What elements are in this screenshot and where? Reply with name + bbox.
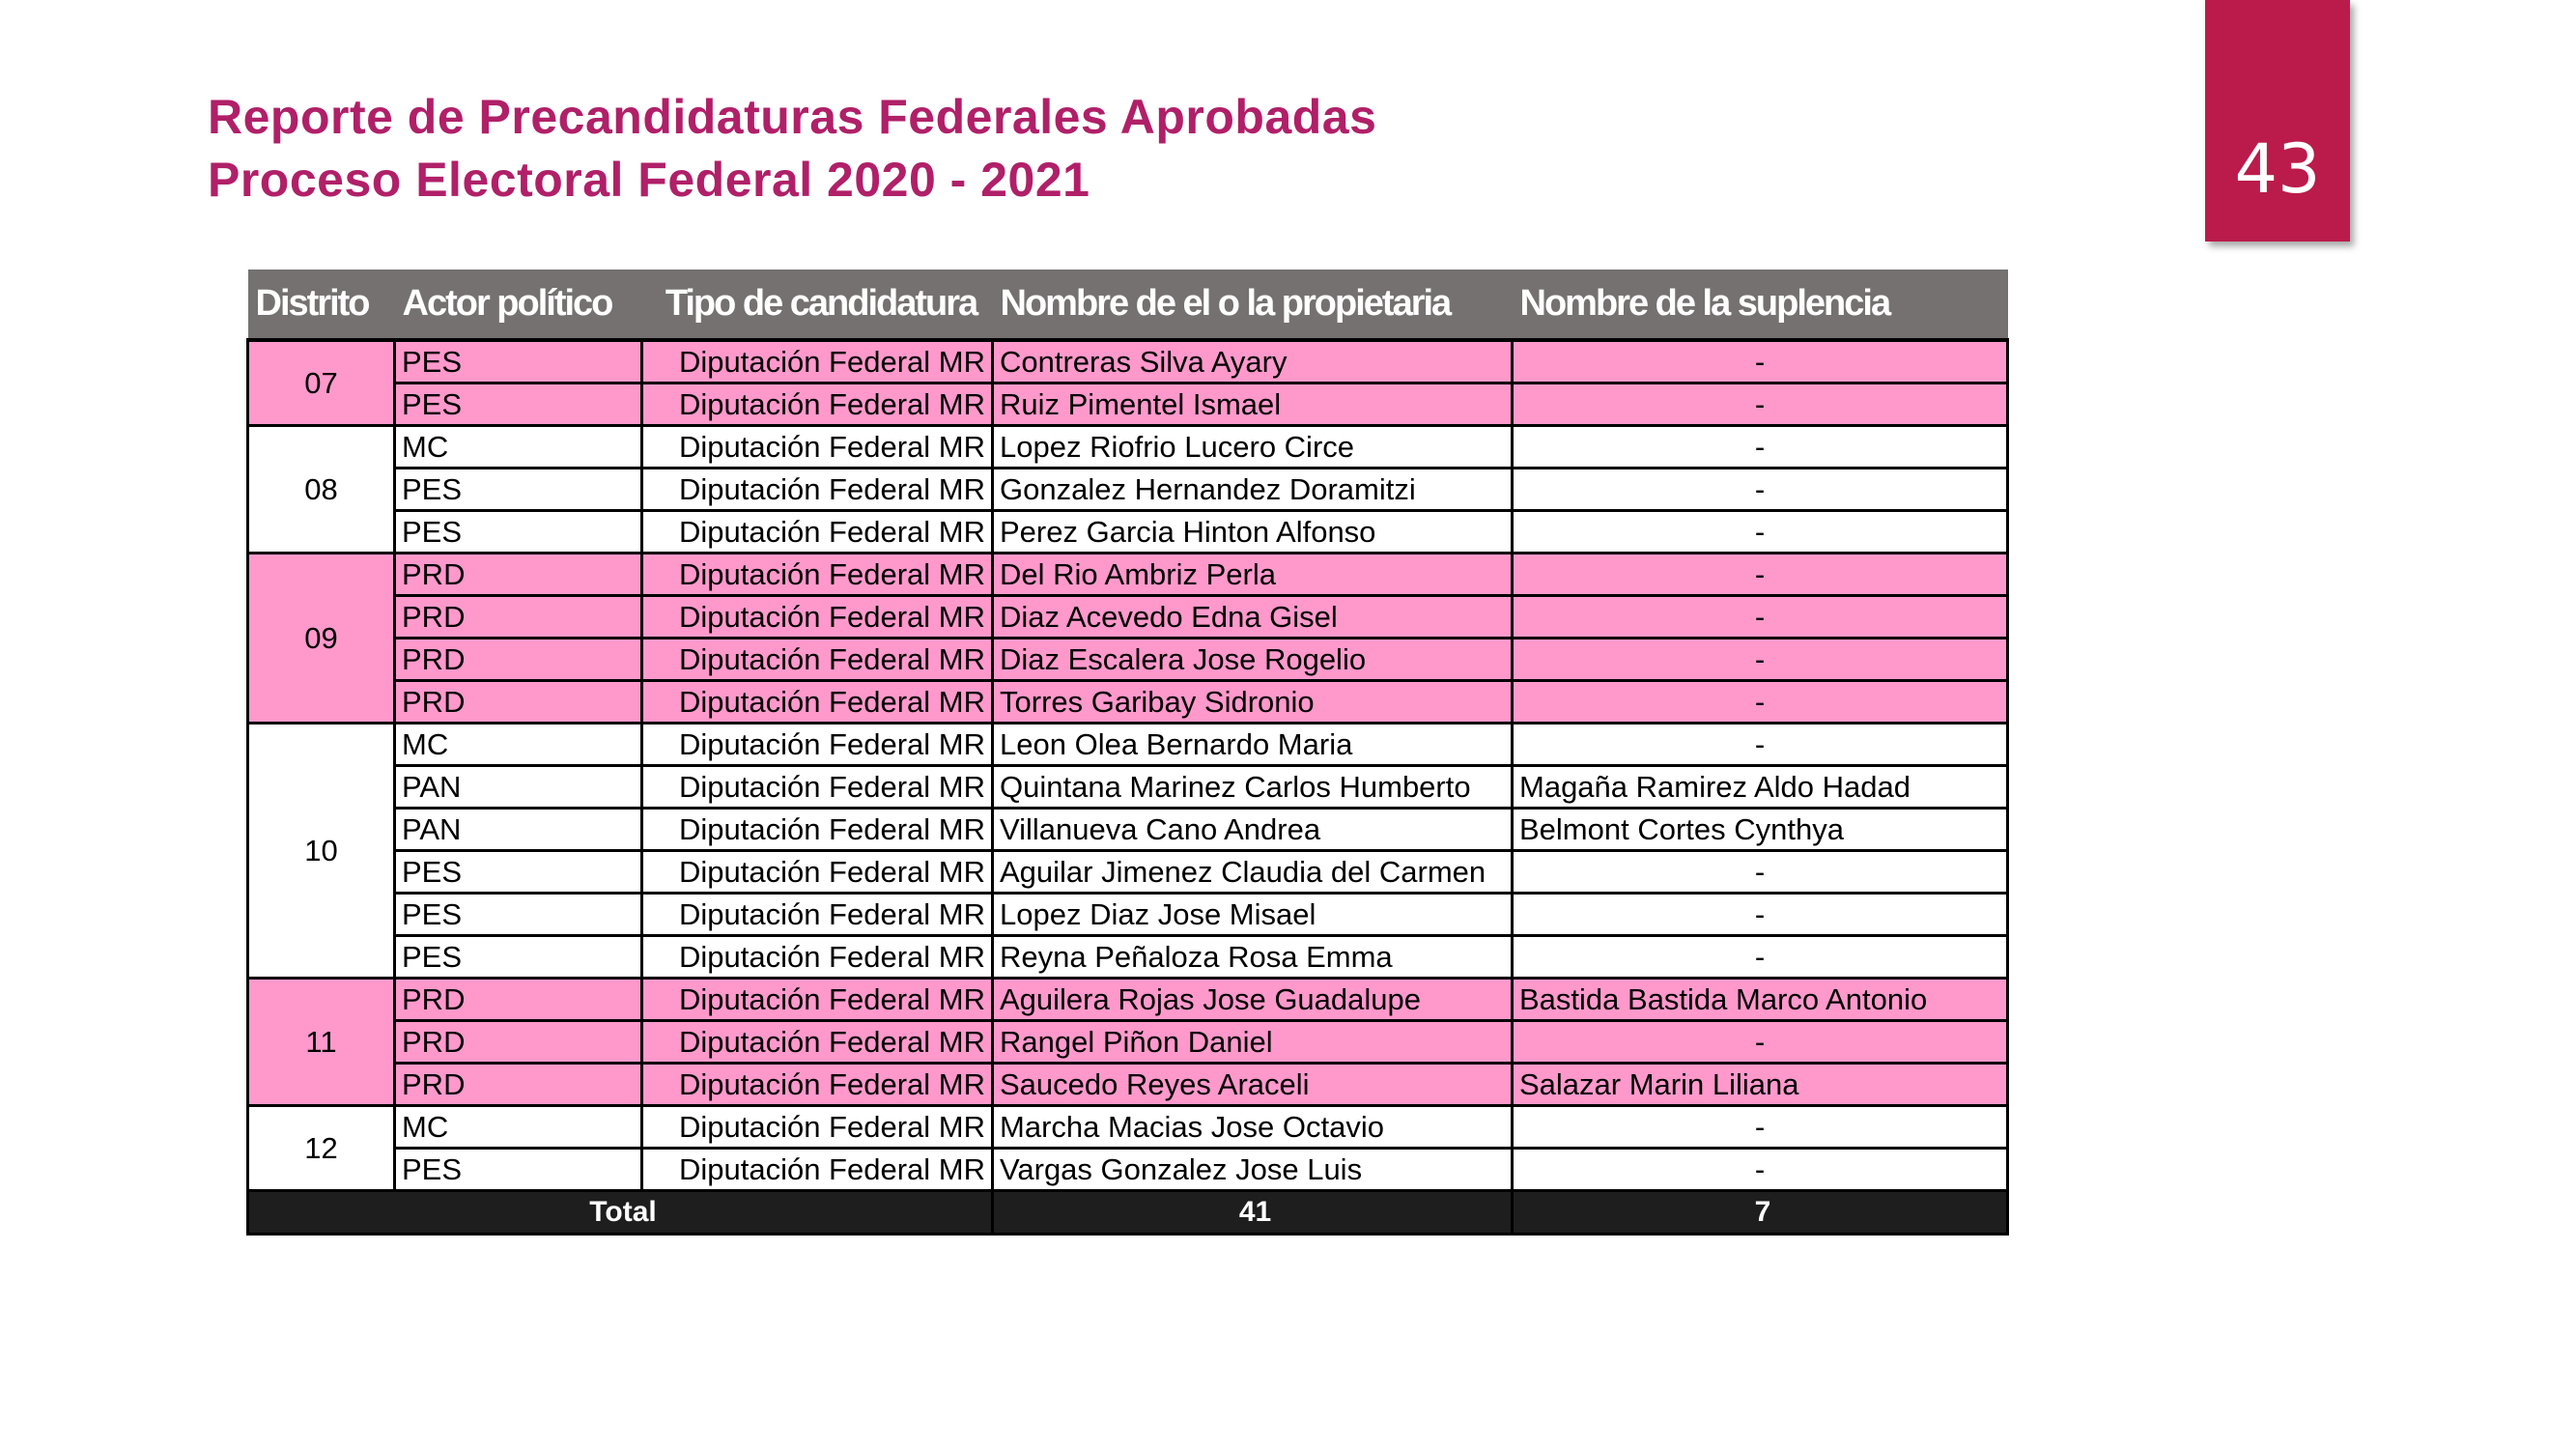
table-row: [248, 469, 2008, 511]
tipo-cell: Diputación Federal MR: [642, 469, 993, 511]
table-row: [248, 1106, 2008, 1149]
table-row: [248, 724, 2008, 766]
tipo-cell: Diputación Federal MR: [642, 1106, 993, 1149]
table-row: [248, 809, 2008, 851]
actor-cell: MC: [395, 724, 642, 766]
propietaria-cell: Leon Olea Bernardo Maria: [993, 724, 1513, 766]
suplencia-cell: -: [1513, 554, 2008, 596]
actor-cell: PES: [395, 1149, 642, 1191]
propietaria-cell: Quintana Marinez Carlos Humberto: [993, 766, 1513, 809]
tipo-cell: Diputación Federal MR: [642, 511, 993, 554]
propietaria-cell: Torres Garibay Sidronio: [993, 681, 1513, 724]
table-row: [248, 766, 2008, 809]
actor-cell: PES: [395, 851, 642, 894]
actor-cell: MC: [395, 1106, 642, 1149]
suplencia-cell: -: [1513, 894, 2008, 936]
suplencia-cell: -: [1513, 681, 2008, 724]
table-body: [248, 340, 2008, 1235]
propietaria-cell: Aguilera Rojas Jose Guadalupe: [993, 979, 1513, 1021]
header-propietaria: Nombre de el o la propietaria: [993, 270, 1513, 340]
total-row: [248, 1191, 2008, 1235]
actor-cell: PES: [395, 511, 642, 554]
propietaria-cell: Diaz Escalera Jose Rogelio: [993, 639, 1513, 681]
tipo-cell: Diputación Federal MR: [642, 894, 993, 936]
table-row: [248, 681, 2008, 724]
tipo-cell: Diputación Federal MR: [642, 596, 993, 639]
page-number: 43: [2234, 129, 2321, 209]
propietaria-cell: Saucedo Reyes Araceli: [993, 1064, 1513, 1106]
propietaria-cell: Lopez Diaz Jose Misael: [993, 894, 1513, 936]
table-header-row: [248, 270, 2008, 340]
header-distrito: Distrito: [248, 270, 395, 340]
suplencia-cell: -: [1513, 340, 2008, 384]
header-suplencia: Nombre de la suplencia: [1513, 270, 2008, 340]
table-row: [248, 554, 2008, 596]
tipo-cell: Diputación Federal MR: [642, 681, 993, 724]
actor-cell: PES: [395, 936, 642, 979]
propietaria-cell: Perez Garcia Hinton Alfonso: [993, 511, 1513, 554]
propietaria-cell: Villanueva Cano Andrea: [993, 809, 1513, 851]
distrito-cell: 08: [248, 426, 395, 554]
propietaria-cell: Reyna Peñaloza Rosa Emma: [993, 936, 1513, 979]
tipo-cell: Diputación Federal MR: [642, 639, 993, 681]
tipo-cell: Diputación Federal MR: [642, 1149, 993, 1191]
table-row: [248, 1021, 2008, 1064]
propietaria-cell: Gonzalez Hernandez Doramitzi: [993, 469, 1513, 511]
suplencia-cell: Magaña Ramirez Aldo Hadad: [1513, 766, 2008, 809]
table-row: [248, 340, 2008, 384]
actor-cell: PRD: [395, 1064, 642, 1106]
actor-cell: PES: [395, 340, 642, 384]
propietaria-cell: Del Rio Ambriz Perla: [993, 554, 1513, 596]
tipo-cell: Diputación Federal MR: [642, 1021, 993, 1064]
actor-cell: PES: [395, 894, 642, 936]
suplencia-cell: -: [1513, 1149, 2008, 1191]
suplencia-cell: -: [1513, 384, 2008, 426]
actor-cell: PRD: [395, 639, 642, 681]
tipo-cell: Diputación Federal MR: [642, 766, 993, 809]
distrito-cell: 09: [248, 554, 395, 724]
tipo-cell: Diputación Federal MR: [642, 851, 993, 894]
report-subtitle: Proceso Electoral Federal 2020 - 2021: [208, 153, 1090, 207]
tipo-cell: Diputación Federal MR: [642, 426, 993, 469]
actor-cell: PAN: [395, 766, 642, 809]
precandidaturas-table: [246, 270, 2009, 1236]
suplencia-cell: -: [1513, 724, 2008, 766]
header-tipo-candidatura: Tipo de candidatura: [642, 270, 993, 340]
suplencia-cell: -: [1513, 596, 2008, 639]
suplencia-cell: Belmont Cortes Cynthya: [1513, 809, 2008, 851]
suplencia-cell: -: [1513, 426, 2008, 469]
suplencia-cell: -: [1513, 936, 2008, 979]
actor-cell: PRD: [395, 596, 642, 639]
suplencia-cell: -: [1513, 1106, 2008, 1149]
propietaria-cell: Diaz Acevedo Edna Gisel: [993, 596, 1513, 639]
propietaria-cell: Marcha Macias Jose Octavio: [993, 1106, 1513, 1149]
tipo-cell: Diputación Federal MR: [642, 384, 993, 426]
total-suplencias: 7: [1513, 1191, 2008, 1235]
tipo-cell: Diputación Federal MR: [642, 979, 993, 1021]
propietaria-cell: Contreras Silva Ayary: [993, 340, 1513, 384]
suplencia-cell: -: [1513, 511, 2008, 554]
actor-cell: PRD: [395, 681, 642, 724]
distrito-cell: 12: [248, 1106, 395, 1191]
table-row: [248, 596, 2008, 639]
table-row: [248, 979, 2008, 1021]
suplencia-cell: -: [1513, 469, 2008, 511]
table-row: [248, 511, 2008, 554]
suplencia-cell: -: [1513, 851, 2008, 894]
actor-cell: PRD: [395, 979, 642, 1021]
table-row: [248, 936, 2008, 979]
suplencia-cell: -: [1513, 1021, 2008, 1064]
propietaria-cell: Aguilar Jimenez Claudia del Carmen: [993, 851, 1513, 894]
distrito-cell: 11: [248, 979, 395, 1106]
report-title: Reporte de Precandidaturas Federales Aprobadas: [208, 90, 1377, 144]
actor-cell: MC: [395, 426, 642, 469]
tipo-cell: Diputación Federal MR: [642, 936, 993, 979]
tipo-cell: Diputación Federal MR: [642, 340, 993, 384]
distrito-cell: 07: [248, 340, 395, 426]
actor-cell: PES: [395, 469, 642, 511]
table-row: [248, 426, 2008, 469]
tipo-cell: Diputación Federal MR: [642, 809, 993, 851]
suplencia-cell: -: [1513, 639, 2008, 681]
propietaria-cell: Rangel Piñon Daniel: [993, 1021, 1513, 1064]
header-actor-politico: Actor político: [395, 270, 642, 340]
table-row: [248, 851, 2008, 894]
page-number-box: [2205, 0, 2350, 242]
tipo-cell: Diputación Federal MR: [642, 1064, 993, 1106]
propietaria-cell: Lopez Riofrio Lucero Circe: [993, 426, 1513, 469]
total-label: Total: [248, 1191, 993, 1235]
table-row: [248, 894, 2008, 936]
actor-cell: PES: [395, 384, 642, 426]
suplencia-cell: Bastida Bastida Marco Antonio: [1513, 979, 2008, 1021]
table-row: [248, 384, 2008, 426]
table-row: [248, 639, 2008, 681]
distrito-cell: 10: [248, 724, 395, 979]
table-row: [248, 1149, 2008, 1191]
suplencia-cell: Salazar Marin Liliana: [1513, 1064, 2008, 1106]
propietaria-cell: Vargas Gonzalez Jose Luis: [993, 1149, 1513, 1191]
propietaria-cell: Ruiz Pimentel Ismael: [993, 384, 1513, 426]
actor-cell: PRD: [395, 554, 642, 596]
tipo-cell: Diputación Federal MR: [642, 724, 993, 766]
actor-cell: PAN: [395, 809, 642, 851]
tipo-cell: Diputación Federal MR: [642, 554, 993, 596]
actor-cell: PRD: [395, 1021, 642, 1064]
table-row: [248, 1064, 2008, 1106]
total-propietarias: 41: [993, 1191, 1513, 1235]
